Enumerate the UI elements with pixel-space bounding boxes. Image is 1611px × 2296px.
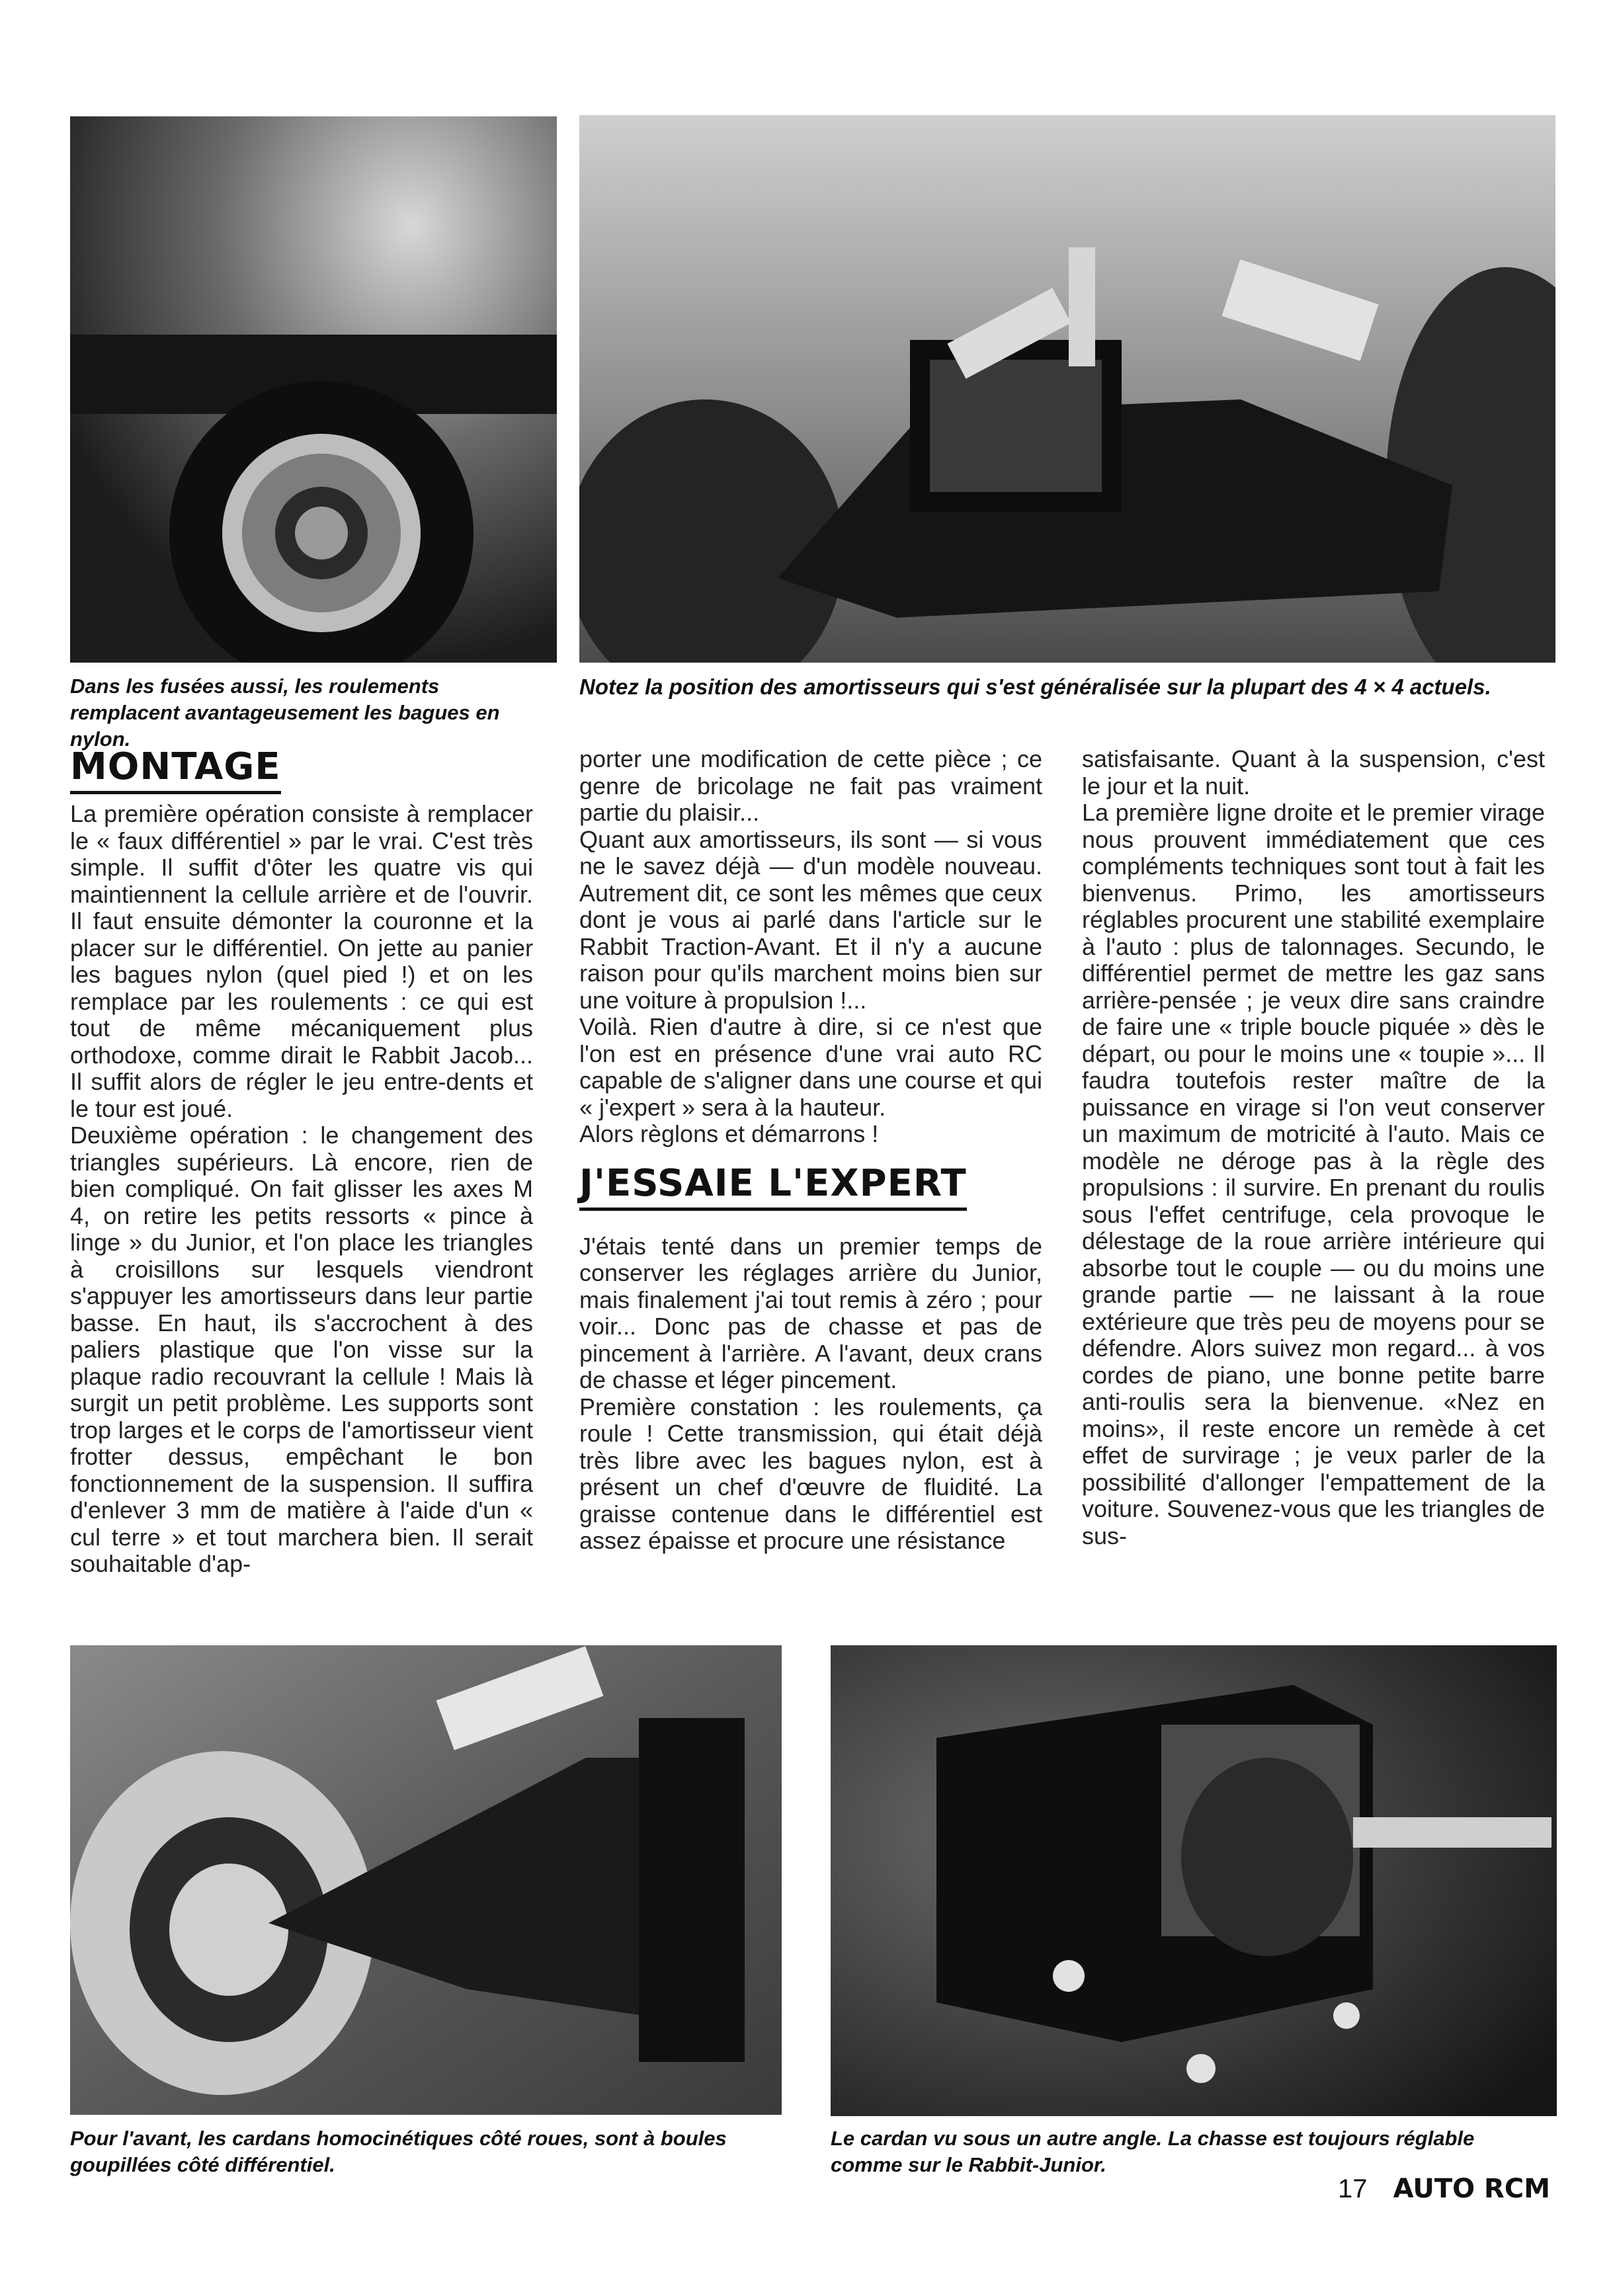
heading-jessaie-lexpert: J'ESSAIE L'EXPERT — [579, 1163, 967, 1211]
caption-front-cardans: Pour l'avant, les cardans homocinétiques côté roues, sont à boules goupillées côté différentiel. — [70, 2127, 727, 2176]
paragraph: La première ligne droite et le premier virage nous prouvent immédiatement que ces compléments techniques sont tout à fait les bienvenus. Primo, les amortisseurs réglables procurent une stabilité exemplaire à l'auto : plus de talonnages. Secundo, le différentiel permet de mettre les gaz sans arrière-pensée ; je veux dire sans craindre de faire une « triple boucle piquée » dès le départ, ou pour le moins une « toupie »... Il faudra toutefois rester maître de la puissance en virage si l'on veut conserver un maximum de motricité à l'auto. Mais ce modèle ne déroge pas à la règle des propulsions : il survire. En prenant du roulis sous l'effet centrifuge, cela provoque le délestage de la roue arrière intérieure qui absorbe tout le couple — ou du moins une grande partie — ne laissant à la roue extérieure que très peu de moyens pour se défendre. Alors suivez mon regard... à vos cordes de piano, une bonne petite barre anti-roulis sera la bienvenue. «Nez en moins», il reste encore un remède à cet effet de survirage ; je veux parler de la possibilité d'allonger l'empattement de la voiture. Souvenez-vous que les triangles de sus- — [1082, 799, 1545, 1549]
article-column-3 — [1082, 746, 1545, 1549]
heading-montage: MONTAGE — [70, 746, 281, 794]
photo-cardan-other-angle — [831, 1645, 1557, 2116]
photo-chassis-shock-absorbers — [579, 115, 1555, 663]
article-column-1 — [70, 746, 533, 1578]
caption-bearings: Dans les fusées aussi, les roulements remplacent avantageusement les bagues en nylon. — [70, 675, 500, 751]
page-number: 17 — [1337, 2174, 1368, 2203]
paragraph: porter une modification de cette pièce ; ce genre de bricolage ne fait pas vraiment partie du plaisir... — [579, 745, 1042, 826]
caption-shock-position: Notez la position des amortisseurs qui s'est généralisée sur la plupart des 4 × 4 actuels. — [579, 675, 1491, 699]
paragraph: Voilà. Rien d'autre à dire, si ce n'est que l'on est en présence d'une vrai auto RC capable de s'aligner dans une course et qui « j'expert » sera à la hauteur. — [579, 1013, 1042, 1121]
paragraph: Première constation : les roulements, ça roule ! Cette transmission, qui était déjà très libre avec les bagues nylon, est à présent un chef d'œuvre de fluidité. La graisse contenue dans le différentiel est assez épaisse et procure une résistance — [579, 1393, 1042, 1554]
page-footer — [1338, 2174, 1550, 2203]
paragraph: Alors règlons et démarrons ! — [579, 1120, 879, 1147]
paragraph: Quant aux amortisseurs, ils sont — si vous ne le savez déjà — d'un modèle nouveau. Autrement dit, ce sont les mêmes que ceux dont je vous ai parlé dans l'article sur le Rabbit Traction-Avant. Et il n'y a aucune raison pour qu'ils marchent moins bien sur une voiture à propulsion !... — [579, 825, 1042, 1014]
magazine-name: AUTO RCM — [1393, 2174, 1550, 2204]
article-column-2 — [579, 746, 1042, 1555]
paragraph: La première opération consiste à remplacer le « faux différentiel » par le vrai. C'est très simple. Il suffit d'ôter les quatre vis qui maintiennent la cellule arrière et de l'ouvrir. Il faut ensuite démonter la couronne et la placer sur le différentiel. On jette au panier les bagues nylon (quel pied !) et on les remplace par les roulements : ce qui est tout de même mécaniquement plus orthodoxe, comme dirait le Rabbit Jacob... Il suffit alors de régler le jeu entre-dents et le tour est joué. — [70, 800, 533, 1122]
paragraph: J'étais tenté dans un premier temps de conserver les réglages arrière du Junior, mais finalement j'ai tout remis à zéro ; pour voir... Donc pas de chasse et pas de pincement à l'arrière. A l'avant, deux crans de chasse et léger pincement. — [579, 1232, 1042, 1393]
photo-front-cv-joint — [70, 1645, 782, 2115]
paragraph: satisfaisante. Quant à la suspension, c'est le jour et la nuit. — [1082, 745, 1545, 800]
paragraph: Deuxième opération : le changement des triangles supérieurs. Là encore, rien de bien compliqué. On fait glisser les axes M 4, on retire les petits ressorts « pince à linge » du Junior, et l'on place les triangles à croisillons sur lesquels viendront s'appuyer les amortisseurs dans leur partie basse. En haut, ils s'accrochent à des paliers plastique que l'on visse sur la plaque radio recouvrant la cellule ! Mais là surgit un petit problème. Les supports sont trop larges et le corps de l'amortisseur vient frotter dessus, empêchant le bon fonctionnement de la suspension. Il suffira d'enlever 3 mm de matière à l'aide d'un « cul terre » et tout marchera bien. Il serait souhaitable d'ap- — [70, 1122, 533, 1577]
caption-cardan-angle: Le cardan vu sous un autre angle. La chasse est toujours réglable comme sur le Rabbit-Junior. — [831, 2127, 1475, 2176]
photo-wheel-hub-bearing — [70, 116, 557, 663]
